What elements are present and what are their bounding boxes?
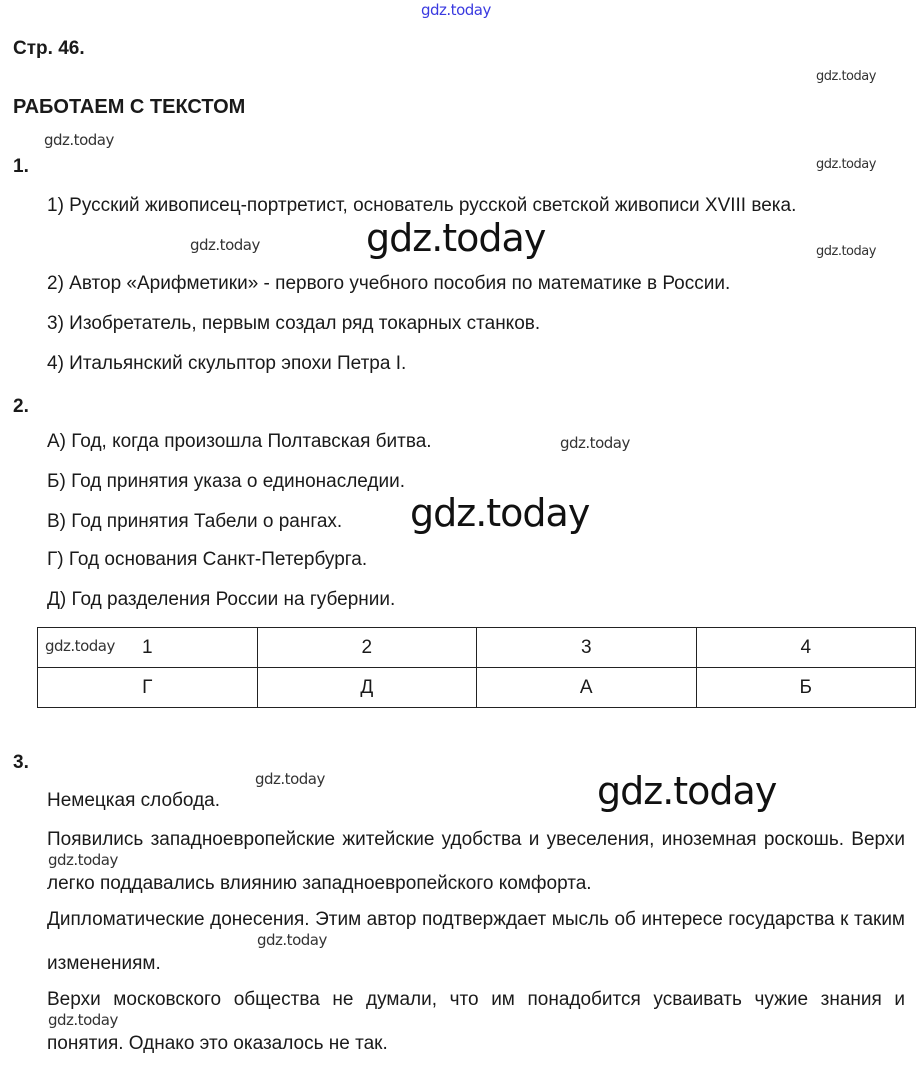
- watermark: gdz.today: [45, 637, 115, 655]
- task-2-item: А) Год, когда произошла Полтавская битва.: [47, 431, 432, 452]
- watermark: gdz.today: [560, 434, 630, 452]
- task-2-item: Д) Год разделения России на губернии.: [47, 589, 396, 610]
- table-cell: 2: [257, 628, 477, 668]
- task-2-item: Б) Год принятия указа о единонаследии.: [47, 471, 406, 492]
- watermark: gdz.today: [421, 1, 491, 19]
- task-2-number: 2.: [13, 396, 29, 417]
- task-3-number: 3.: [13, 752, 29, 773]
- watermark: gdz.today: [366, 216, 546, 260]
- page-label: Стр. 46.: [13, 38, 85, 59]
- table-cell: 4: [696, 628, 916, 668]
- task-3-paragraph: Верхи московского общества не думали, что им понадобится усваивать чужие знания и понятия. Однако это оказалось не так.: [47, 989, 905, 1054]
- task-1-number: 1.: [13, 156, 29, 177]
- watermark: gdz.today: [44, 131, 114, 149]
- task-1-item: 1) Русский живописец-портретист, основатель русской светской живописи XVIII века.: [47, 195, 797, 216]
- watermark: gdz.today: [816, 69, 876, 84]
- table-header-row: [38, 628, 916, 668]
- watermark: gdz.today: [255, 770, 325, 788]
- task-3-paragraph: Немецкая слобода.: [47, 790, 220, 811]
- watermark: gdz.today: [257, 931, 327, 949]
- table-cell: 3: [477, 628, 697, 668]
- task-2-item: В) Год принятия Табели о рангах.: [47, 511, 343, 532]
- task-1-item: 3) Изобретатель, первым создал ряд токарных станков.: [47, 313, 541, 334]
- task-1-item: 4) Итальянский скульптор эпохи Петра I.: [47, 353, 407, 374]
- watermark: gdz.today: [48, 851, 118, 869]
- task-1-item: 2) Автор «Арифметики» - первого учебного пособия по математике в России.: [47, 273, 731, 294]
- answer-table: [37, 627, 916, 708]
- watermark: gdz.today: [816, 157, 876, 172]
- table-cell: 1: [38, 628, 258, 668]
- table-cell: А: [477, 668, 697, 708]
- task-2-item: Г) Год основания Санкт-Петербурга.: [47, 549, 368, 570]
- table-cell: Г: [38, 668, 258, 708]
- watermark: gdz.today: [190, 236, 260, 254]
- table-cell: Д: [257, 668, 477, 708]
- watermark: gdz.today: [48, 1011, 118, 1029]
- watermark: gdz.today: [410, 491, 590, 535]
- table-row: [38, 668, 916, 708]
- task-3-paragraph: Дипломатические донесения. Этим автор подтверждает мысль об интересе государства к таким изменениям.: [47, 909, 905, 974]
- table-cell: Б: [696, 668, 916, 708]
- watermark: gdz.today: [597, 769, 777, 813]
- watermark: gdz.today: [816, 244, 876, 259]
- task-3-paragraph: Появились западноевропейские житейские удобства и увеселения, иноземная роскошь. Верхи легко поддавались влиянию западноевропейского комфорта.: [47, 829, 905, 894]
- section-title: РАБОТАЕМ С ТЕКСТОМ: [13, 96, 246, 118]
